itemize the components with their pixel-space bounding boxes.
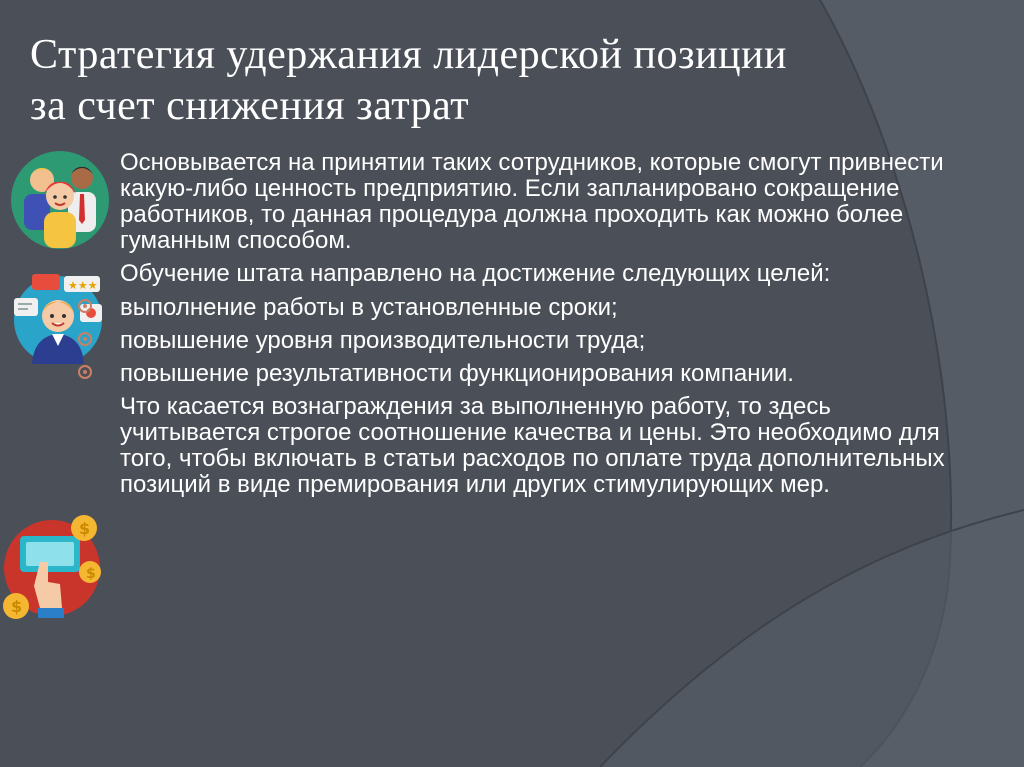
slide-title: Стратегия удержания лидерской позиции за счет снижения затрат [30, 32, 788, 129]
team-people-icon [10, 150, 110, 250]
bullet-icon [78, 332, 92, 346]
goal-text: выполнение работы в установленные сроки; [120, 294, 618, 321]
bullet-icon [78, 299, 92, 313]
goals-list [120, 295, 950, 387]
list-item [120, 295, 950, 321]
presenter-feedback-icon [10, 270, 106, 366]
slide-body [120, 150, 950, 506]
svg-text:★★★: ★★★ [68, 279, 98, 292]
goal-text: повышение уровня производительности труда; [120, 327, 646, 354]
svg-text:$: $ [86, 566, 96, 582]
list-item [120, 328, 950, 354]
svg-text:$: $ [11, 597, 23, 616]
goal-text: повышение результативности функционирования компании. [120, 360, 794, 387]
training-paragraph: Обучение штата направлено на достижение следующих целей: [120, 260, 831, 287]
svg-text:$: $ [79, 519, 91, 538]
payment-money-icon [0, 512, 108, 622]
reward-paragraph: Что касается вознаграждения за выполненную работу, то здесь учитывается строгое соотношение качества и цены. Это необходимо для того, чтобы включать в статьи расходов по оплате труда дополнительных позиций в виде премирования или других стимулирующих мер. [120, 393, 945, 498]
bullet-icon [78, 365, 92, 379]
intro-paragraph: Основывается на принятии таких сотрудников, которые смогут привнести какую-либо ценность предприятию. Если запланировано сокращение работников, то данная процедура должна проходить как можно более гуманным способом. [120, 149, 944, 254]
list-item [120, 361, 950, 387]
